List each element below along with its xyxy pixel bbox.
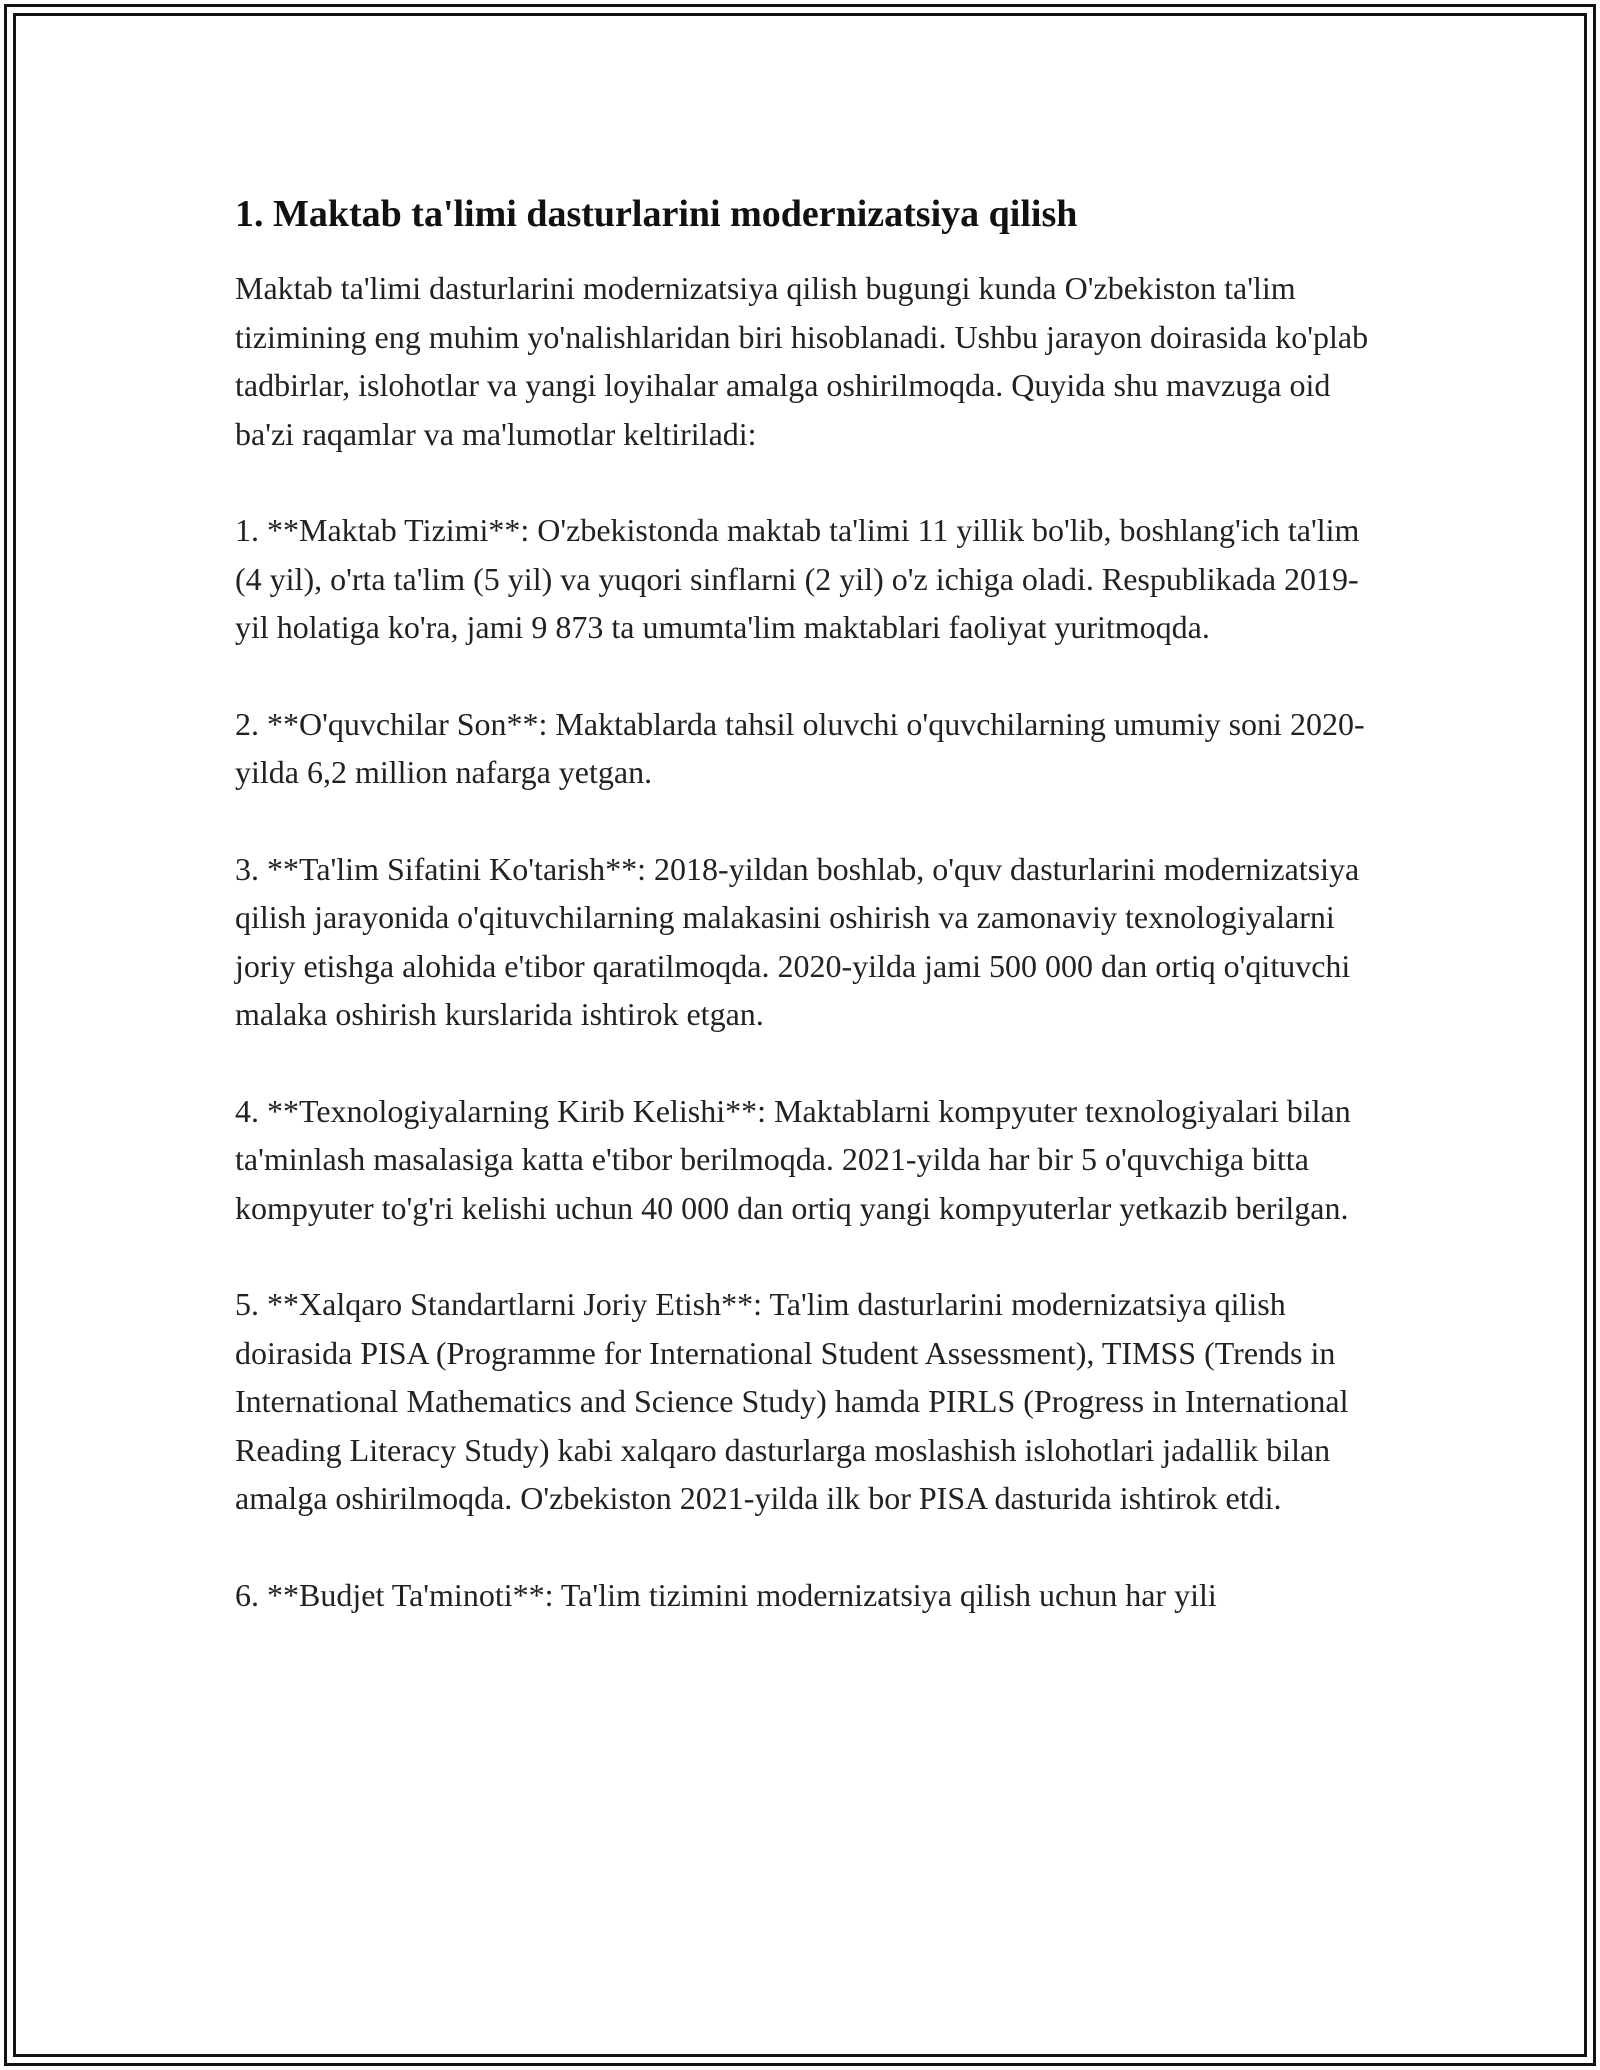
list-item-budjet: 6. **Budjet Ta'minoti**: Ta'lim tizimini modernizatsiya qilish uchun har yili — [235, 1576, 1217, 1613]
document-body — [235, 186, 1380, 1667]
section-heading: 1. Maktab ta'limi dasturlarini modernizatsiya qilish — [235, 193, 1078, 235]
list-item-maktab-tizimi: 1. **Maktab Tizimi**: O'zbekistonda maktab ta'limi 11 yillik bo'lib, boshlang'ich ta'lim (4 yil), o'rta ta'lim (5 yil) va yuqori sinflarni (2 yil) o'z ichiga oladi. Respublikada 2019-yil holatiga ko'ra, jami 9 873 ta umumta'lim maktablari faoliyat yuritmoqda. — [235, 512, 1360, 645]
list-item-texnologiyalar: 4. **Texnologiyalarning Kirib Kelishi**: Maktablarni kompyuter texnologiyalari bilan ta'minlash masalasiga katta e'tibor berilmoqda. 2021-yilda har bir 5 o'quvchiga bitta kompyuter to'g'ri kelishi uchun 40 000 dan ortiq yangi kompyuterlar yetkazib berilgan. — [235, 1092, 1351, 1226]
intro-paragraph: Maktab ta'limi dasturlarini modernizatsiya qilish bugungi kunda O'zbekiston ta'lim tizimining eng muhim yo'nalishlaridan biri hisoblanadi. Ushbu jarayon doirasida ko'plab tadbirlar, islohotlar va yangi loyihalar amalga oshirilmoqda. Quyida shu mavzuga oid ba'zi raqamlar va ma'lumotlar keltiriladi: — [235, 270, 1369, 452]
list-item-xalqaro-standartlar: 5. **Xalqaro Standartlarni Joriy Etish**: Ta'lim dasturlarini modernizatsiya qilish doirasida PISA (Programme for International Student Assessment), TIMSS (Trends in International Mathematics and Science Study) hamda PIRLS (Progress in International Reading Literacy Study) kabi xalqaro dasturlarga moslashish islohotlari jadallik bilan amalga oshirilmoqda. O'zbekiston 2021-yilda ilk bor PISA dasturida ishtirok etdi. — [235, 1286, 1349, 1516]
list-item-talim-sifati: 3. **Ta'lim Sifatini Ko'tarish**: 2018-yildan boshlab, o'quv dasturlarini modernizatsiya qilish jarayonida o'qituvchilarning malakasini oshirish va zamonaviy texnologiyalarni joriy etishga alohida e'tibor qaratilmoqda. 2020-yilda jami 500 000 dan ortiq o'qituvchi malaka oshirish kurslarida ishtirok etgan. — [235, 850, 1360, 1032]
list-item-oquvchilar-son: 2. **O'quvchilar Son**: Maktablarda tahsil oluvchi o'quvchilarning umumiy soni 2020-yilda 6,2 million nafarga yetgan. — [235, 705, 1365, 790]
